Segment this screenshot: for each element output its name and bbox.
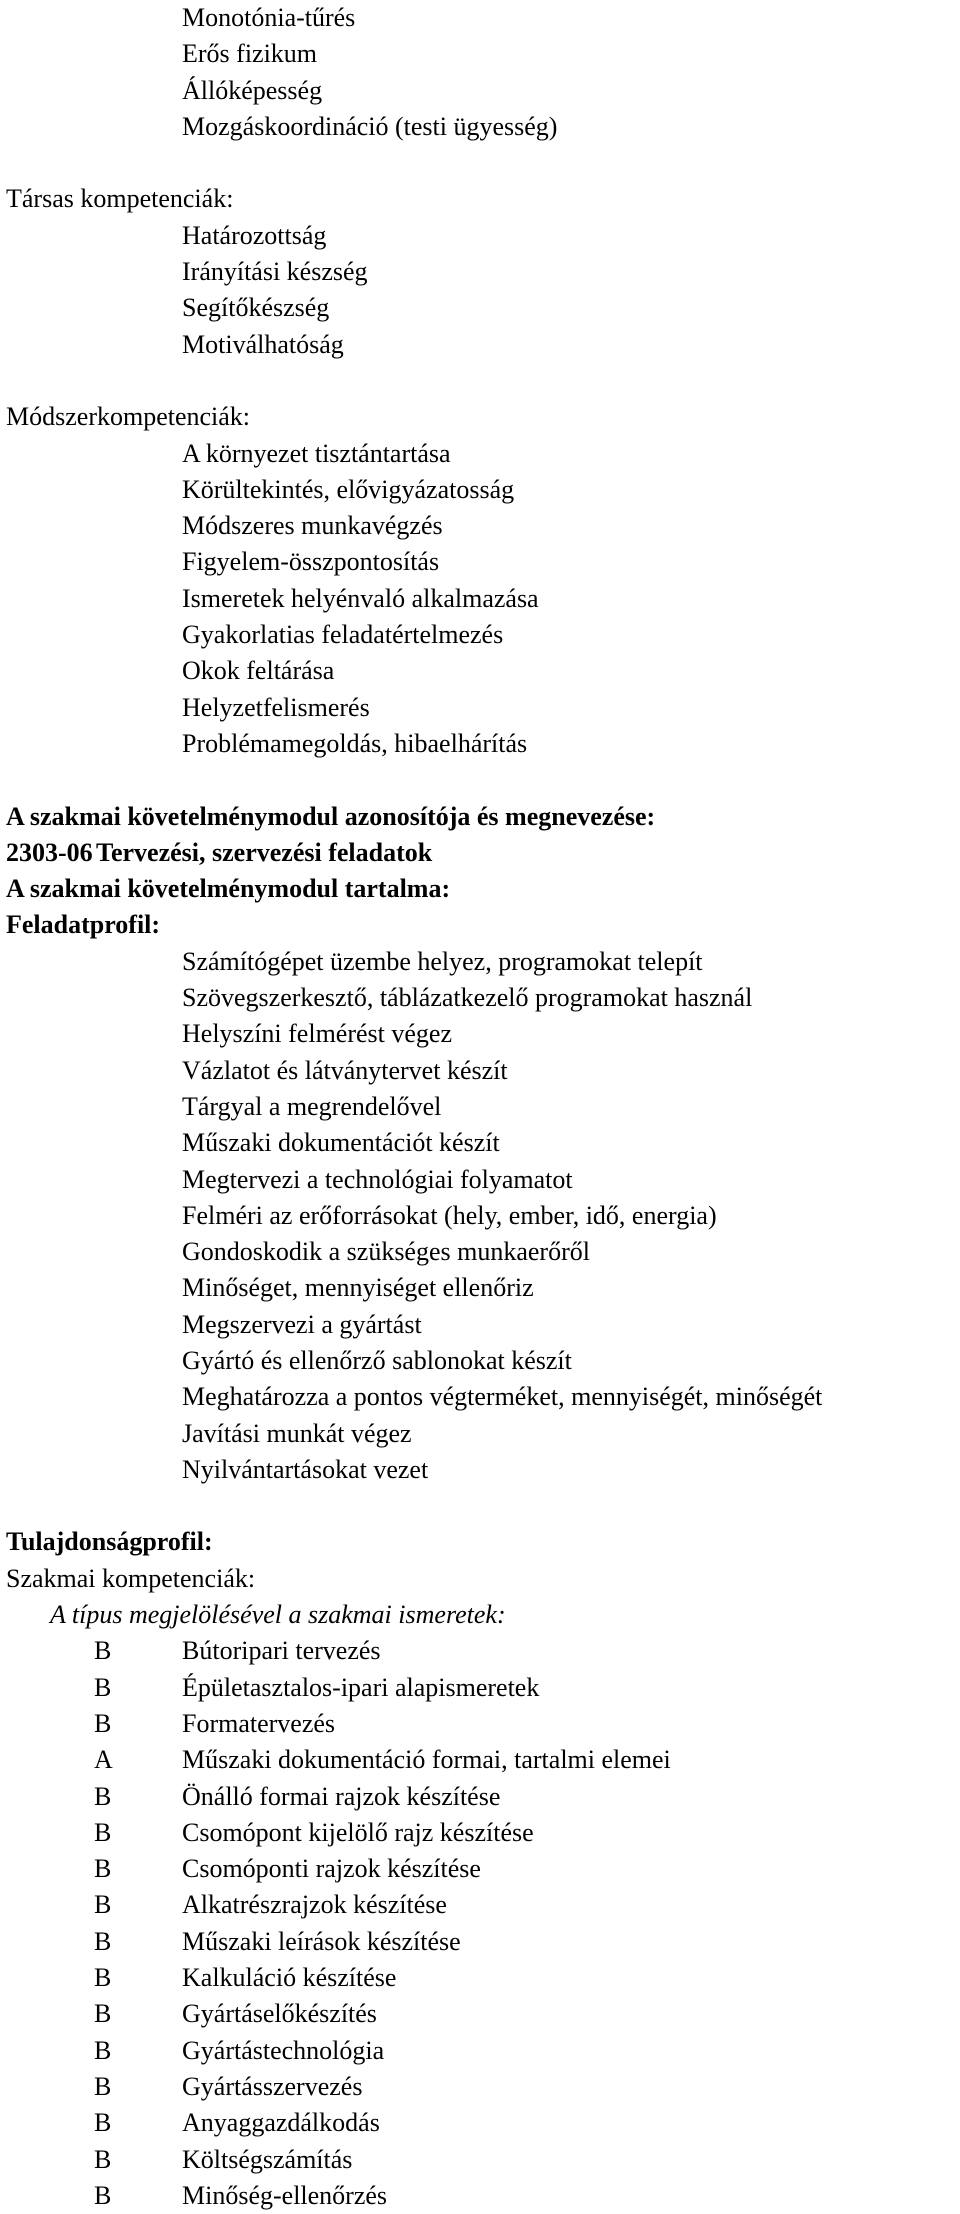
ismeret-row [6,1887,956,1923]
ismeret-grade: B [94,1672,112,1702]
ismeret-grade: B [94,1926,112,1956]
ismeret-label: Alkatrészrajzok készítése [182,1890,447,1920]
ismeret-label: Kalkuláció készítése [182,1963,397,1993]
list-item: Monotónia-tűrés [182,3,356,32]
feladatprofil-heading: Feladatprofil: [6,910,161,940]
ismeret-label: Csomóponti rajzok készítése [182,1854,481,1884]
list-item: Módszeres munkavégzés [182,511,443,541]
ismeret-label: Műszaki dokumentáció formai, tartalmi elemei [182,1745,671,1775]
list-item: Gondoskodik a szükséges munkaerőről [182,1237,590,1267]
list-item: Javítási munkát végez [182,1418,412,1448]
ismeret-row [6,1706,956,1742]
ismeret-label: Önálló formai rajzok készítése [182,1781,501,1811]
ismeret-grade: B [94,2071,112,2101]
list-item: Számítógépet üzembe helyez, programokat telepít [182,946,703,976]
list-item: Segítőkészség [182,293,330,323]
ismeret-row [6,2178,956,2214]
ismeret-row [6,1670,956,1706]
modul-code: 2303-06 [6,837,93,867]
modul-content-heading: A szakmai követelménymodul tartalma: [6,874,451,904]
list-item: Tárgyal a megrendelővel [182,1091,442,1121]
modul-name: Tervezési, szervezési feladatok [96,837,433,867]
ismeret-label: Minőség-ellenőrzés [182,2180,388,2210]
ismeret-row [6,1815,956,1851]
ismeret-row [6,1742,956,1778]
list-item: Minőséget, mennyiséget ellenőriz [182,1273,534,1303]
list-item: Megtervezi a technológiai folyamatot [182,1164,573,1194]
list-item: Irányítási készség [182,257,368,287]
szakmai-heading: Szakmai kompetenciák: [6,1563,256,1593]
ismeret-grade: B [94,1963,112,1993]
ismeret-grade: B [94,2180,112,2210]
list-item: Meghatározza a pontos végterméket, mennyiségét, minőségét [182,1382,823,1412]
modul-id-heading: A szakmai követelménymodul azonosítója és megnevezése: [6,801,656,831]
list-item: A környezet tisztántartása [182,438,451,468]
ismeret-grade: A [94,1745,113,1775]
list-item: Erős fizikum [182,39,318,69]
ismeret-row [6,2033,956,2069]
ismeret-row [6,1633,956,1669]
list-item: Nyilvántartásokat vezet [182,1454,429,1484]
ismeret-label: Gyártáselőkészítés [182,1999,377,2029]
list-item: Helyszíni felmérést végez [182,1019,452,1049]
top-list [6,0,956,145]
list-item: Ismeretek helyénvaló alkalmazása [182,583,539,613]
list-item: Megszervezi a gyártást [182,1309,422,1339]
list-item: Vázlatot és látványtervet készít [182,1055,508,1085]
ismeret-label: Formatervezés [182,1708,336,1738]
ismeret-grade: B [94,2108,112,2138]
ismeret-row [6,2069,956,2105]
list-item: Műszaki dokumentációt készít [182,1128,500,1158]
ismeret-label: Költségszámítás [182,2144,353,2174]
modszer-list [6,436,956,763]
feladatprofil-list [6,944,956,1488]
list-item: Felméri az erőforrásokat (hely, ember, idő, energia) [182,1200,717,1230]
list-item: Szövegszerkesztő, táblázatkezelő programokat használ [182,983,753,1013]
list-item: Gyakorlatias feladatértelmezés [182,620,504,650]
ismeret-row [6,1851,956,1887]
ismeret-label: Gyártásszervezés [182,2071,363,2101]
ismeretek-heading: A típus megjelölésével a szakmai ismeretek: [50,1600,506,1630]
list-item: Motiválhatóság [182,329,344,359]
ismeret-row [6,1924,956,1960]
ismeret-grade: B [94,1708,112,1738]
ismeret-label: Csomópont kijelölő rajz készítése [182,1817,534,1847]
ismeret-label: Bútoripari tervezés [182,1636,381,1666]
list-item: Mozgáskoordináció (testi ügyesség) [182,111,558,141]
modul-title [6,835,956,871]
ismeret-row [6,2142,956,2178]
tulajdonsag-heading: Tulajdonságprofil: [6,1527,213,1557]
list-item: Figyelem-összpontosítás [182,547,440,577]
ismeret-row [6,1779,956,1815]
document-page [6,0,956,2214]
ismeret-label: Műszaki leírások készítése [182,1926,461,1956]
modszer-heading: Módszerkompetenciák: [6,402,251,432]
tarsas-list [6,218,956,363]
ismeret-row [6,2105,956,2141]
ismeret-grade: B [94,1817,112,1847]
ismeret-grade: B [94,1781,112,1811]
ismeret-label: Anyaggazdálkodás [182,2108,380,2138]
list-item: Gyártó és ellenőrző sablonokat készít [182,1345,572,1375]
ismeret-row [6,1960,956,1996]
list-item: Helyzetfelismerés [182,692,370,722]
ismeretek-list [6,1633,956,2214]
list-item: Állóképesség [182,75,323,105]
ismeret-label: Gyártástechnológia [182,2035,385,2065]
ismeret-grade: B [94,2144,112,2174]
list-item: Körültekintés, elővigyázatosság [182,474,515,504]
list-item: Okok feltárása [182,656,335,686]
list-item: Problémamegoldás, hibaelhárítás [182,728,528,758]
ismeret-grade: B [94,1999,112,2029]
tarsas-heading: Társas kompetenciák: [6,184,234,214]
ismeret-grade: B [94,1636,112,1666]
ismeret-grade: B [94,1854,112,1884]
ismeret-label: Épületasztalos-ipari alapismeretek [182,1672,540,1702]
list-item: Határozottság [182,220,327,250]
ismeret-row [6,1996,956,2032]
ismeret-grade: B [94,2035,112,2065]
ismeret-grade: B [94,1890,112,1920]
